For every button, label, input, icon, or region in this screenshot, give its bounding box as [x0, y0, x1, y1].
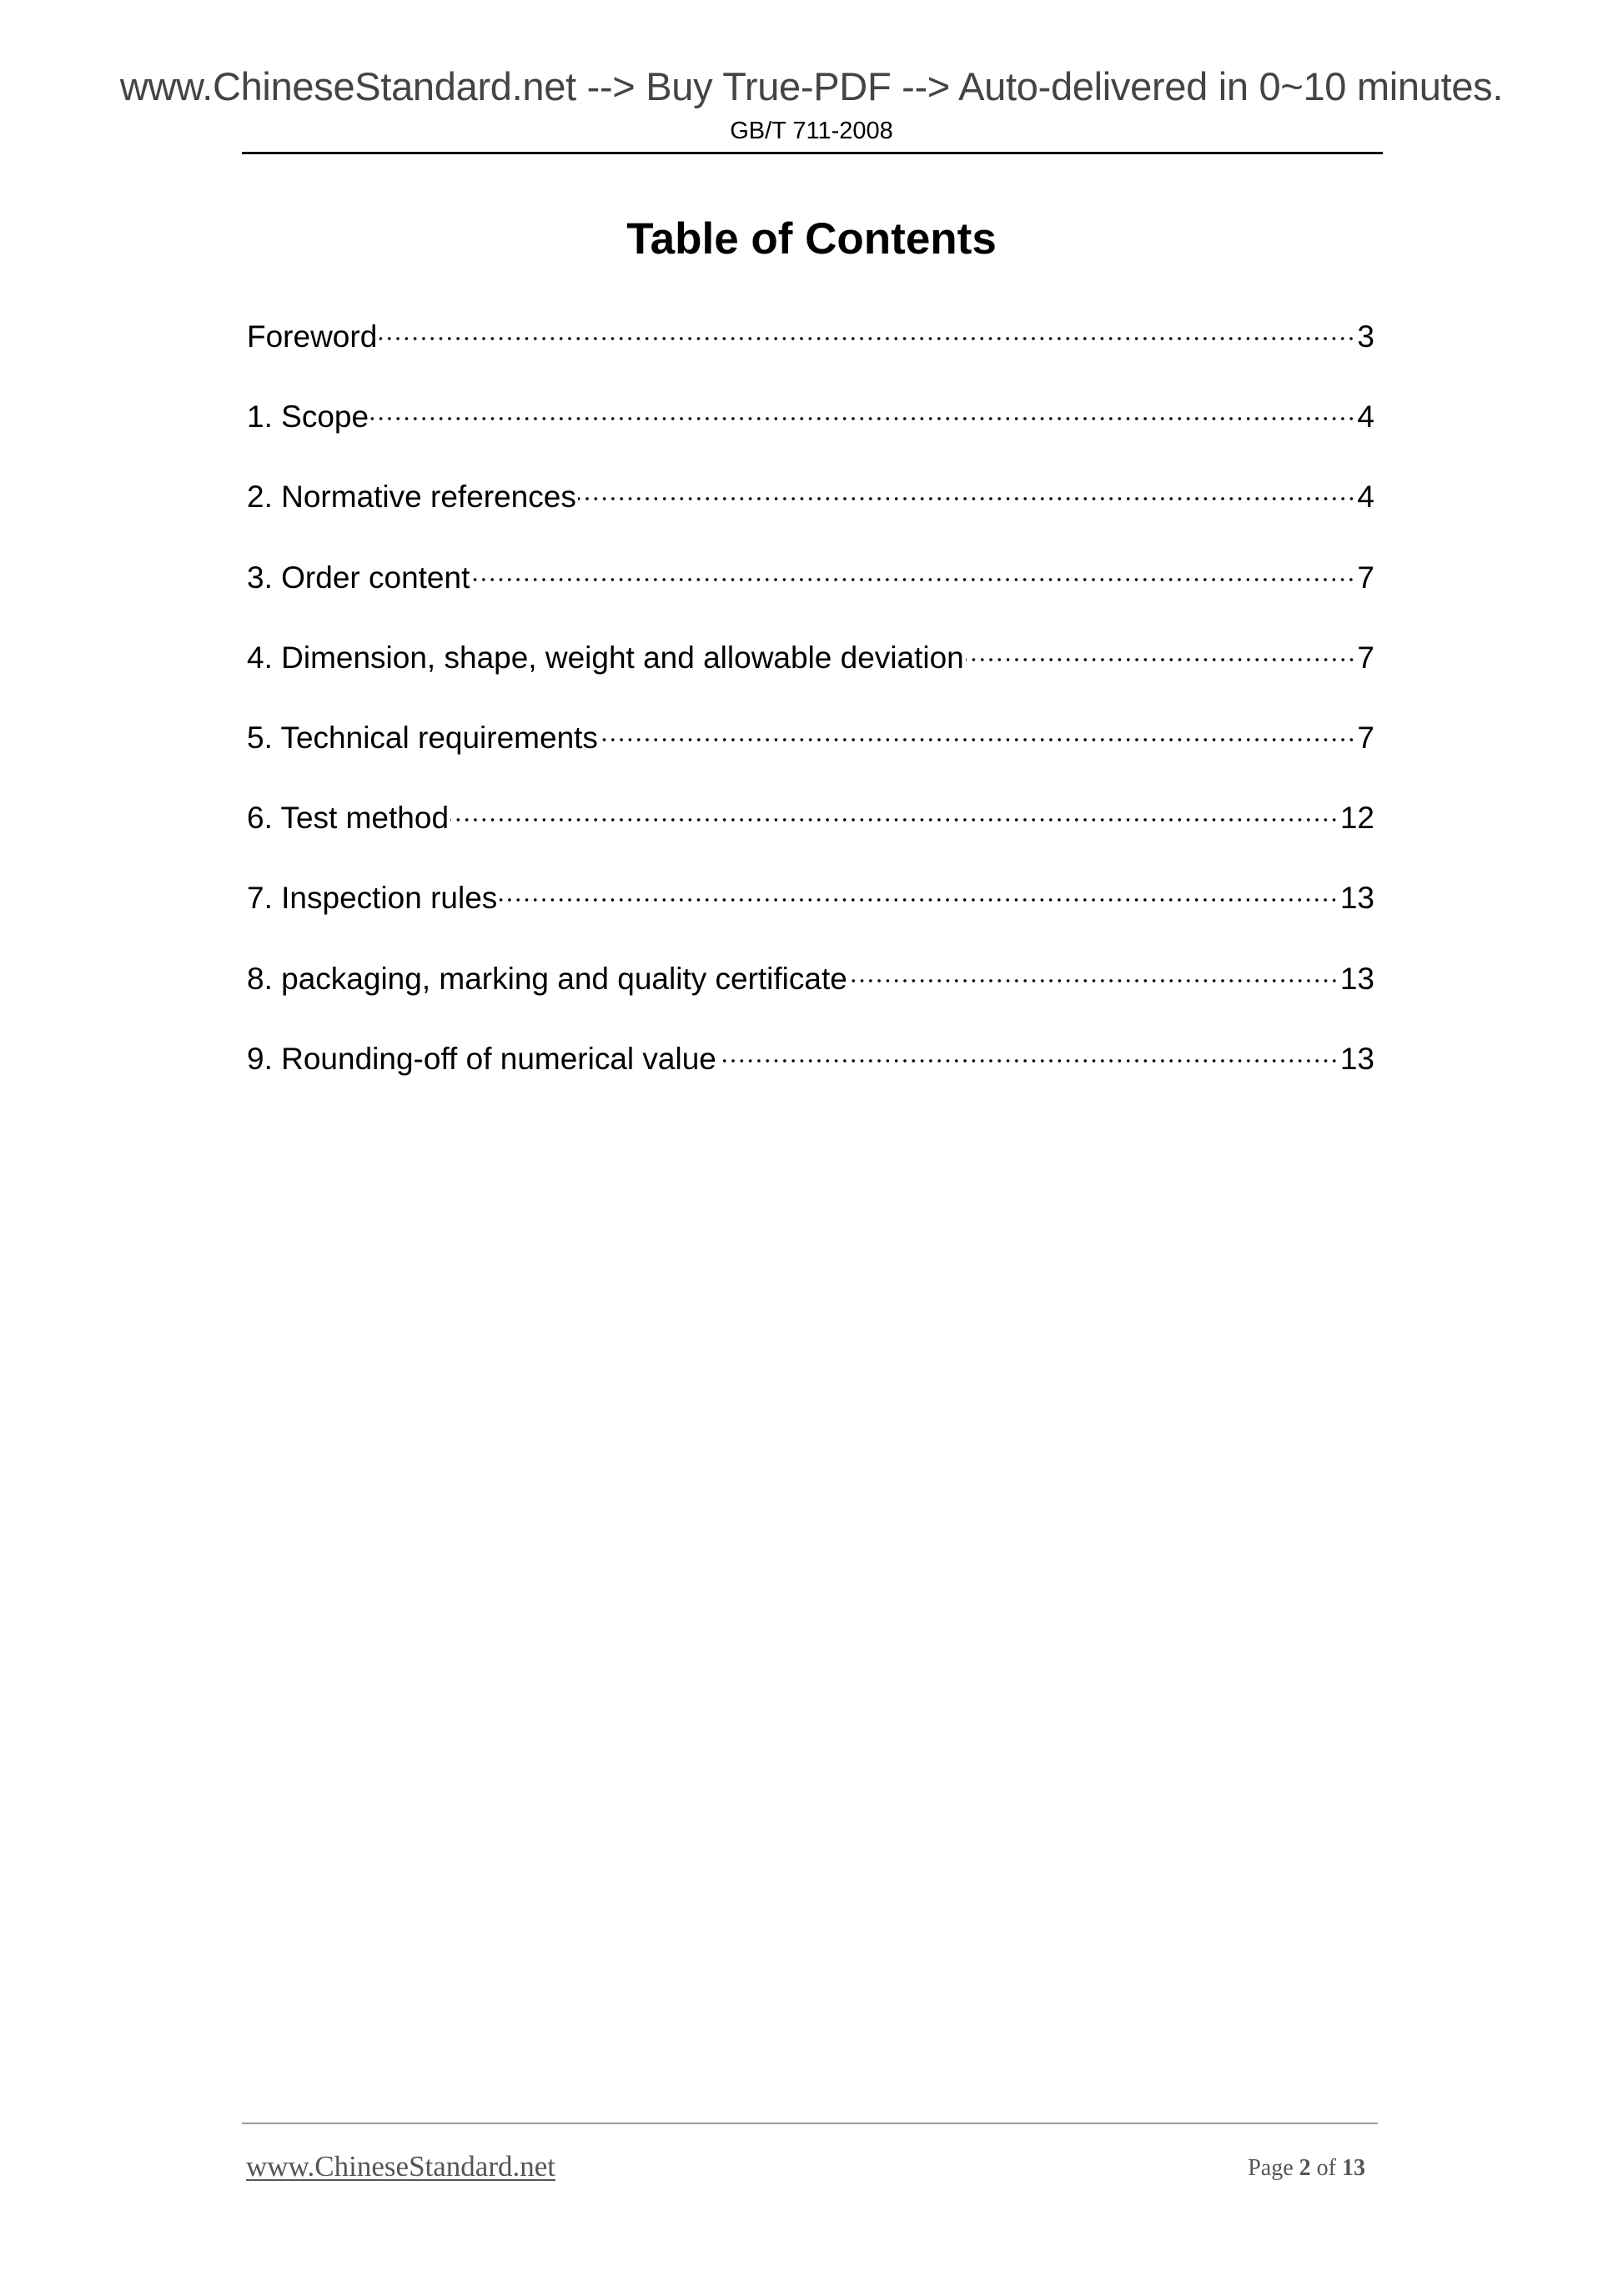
page-title: Table of Contents: [626, 214, 997, 264]
site-banner: www.ChineseStandard.net --> Buy True-PDF --> Auto-delivered in 0~10 minutes.: [119, 64, 1504, 108]
toc-entry-page: 13: [1339, 961, 1374, 996]
page-prefix: Page: [1248, 2155, 1294, 2181]
toc-entry-label: 4. Dimension, shape, weight and allowable deviation: [247, 640, 964, 675]
current-page-number: 2: [1299, 2155, 1311, 2181]
dot-leader: [379, 310, 1355, 347]
toc-entry-label: 9. Rounding-off of numerical value: [247, 1041, 716, 1076]
dot-leader: [499, 872, 1339, 908]
toc-entry-page: 12: [1339, 801, 1374, 836]
total-pages-number: 13: [1342, 2155, 1365, 2181]
document-code: GB/T 711-2008: [730, 118, 893, 144]
toc-entry-packaging[interactable]: [247, 952, 1374, 1032]
toc-entry-foreword[interactable]: [247, 310, 1374, 390]
toc-entry-page: 7: [1357, 560, 1374, 595]
toc-entry-label: 8. packaging, marking and quality certificate: [247, 961, 847, 996]
dot-leader: [849, 952, 1339, 989]
toc-entry-page: 13: [1339, 881, 1374, 916]
header-divider: [242, 152, 1383, 154]
toc-entry-page: 4: [1357, 480, 1374, 515]
dot-leader: [471, 551, 1355, 588]
toc-entry-inspection-rules[interactable]: [247, 872, 1374, 952]
dot-leader: [966, 631, 1356, 668]
footer-site-link[interactable]: www.ChineseStandard.net: [246, 2150, 555, 2183]
table-of-contents: [247, 310, 1374, 1113]
toc-entry-label: 2. Normative references: [247, 480, 576, 515]
dot-leader: [370, 390, 1355, 427]
toc-entry-label: 3. Order content: [247, 560, 470, 595]
toc-entry-test-method[interactable]: [247, 791, 1374, 872]
toc-entry-page: 7: [1357, 720, 1374, 755]
toc-entry-technical-requirements[interactable]: [247, 711, 1374, 791]
toc-entry-label: 1. Scope: [247, 399, 369, 435]
toc-entry-label: Foreword: [247, 319, 378, 354]
page-indicator: [1248, 2154, 1365, 2183]
toc-entry-page: 4: [1357, 399, 1374, 435]
dot-leader: [578, 470, 1356, 507]
toc-entry-label: 7. Inspection rules: [247, 881, 498, 916]
toc-entry-order-content[interactable]: [247, 551, 1374, 631]
toc-entry-page: 7: [1357, 640, 1374, 675]
toc-entry-scope[interactable]: [247, 390, 1374, 470]
dot-leader: [450, 791, 1339, 828]
dot-leader: [718, 1032, 1339, 1069]
toc-entry-label: 5. Technical requirements: [247, 720, 598, 755]
toc-entry-label: 6. Test method: [247, 801, 450, 836]
page-separator: of: [1316, 2155, 1336, 2181]
toc-entry-page: 13: [1339, 1041, 1374, 1076]
toc-entry-normative-references[interactable]: [247, 470, 1374, 550]
toc-entry-rounding-off[interactable]: [247, 1032, 1374, 1113]
footer-divider: [242, 2123, 1378, 2124]
dot-leader: [600, 711, 1355, 748]
toc-entry-page: 3: [1357, 319, 1374, 354]
toc-entry-dimension[interactable]: [247, 631, 1374, 711]
